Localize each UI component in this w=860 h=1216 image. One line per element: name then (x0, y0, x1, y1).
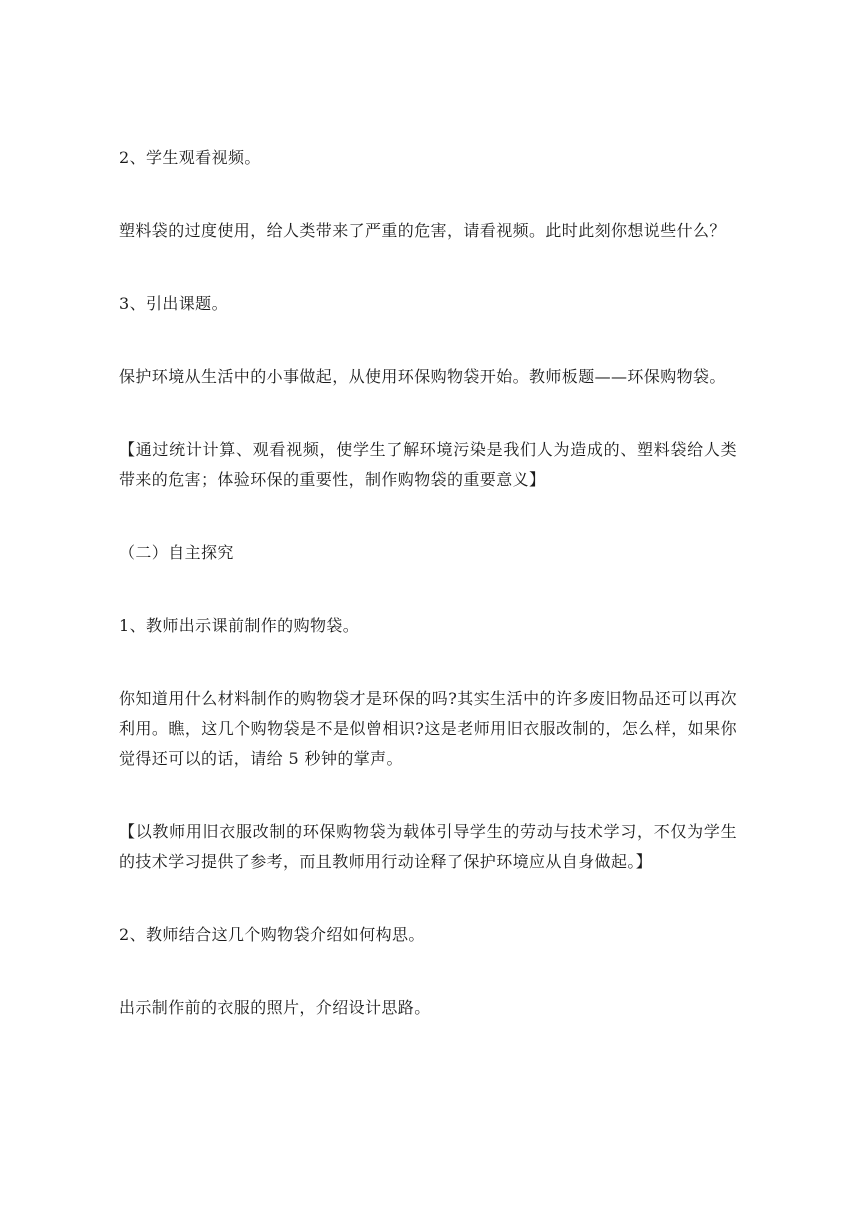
paragraph-plastic-bag-harm: 塑料袋的过度使用，给人类带来了严重的危害，请看视频。此时此刻你想说些什么？ (119, 221, 726, 240)
document-body (119, 143, 737, 1023)
paragraph-show-photos: 出示制作前的衣服的照片，介绍设计思路。 (119, 998, 431, 1017)
step-heading-design-idea: 2、教师结合这几个购物袋介绍如何构思。 (119, 925, 425, 944)
step-heading-watch-video: 2、学生观看视频。 (119, 148, 261, 167)
step-heading-introduce-topic: 3、引出课题。 (119, 294, 228, 313)
note-purpose-statistics: 【通过统计计算、观看视频，使学生了解环境污染是我们人为造成的、塑料袋给人类带来的危害；体验环保的重要性，制作购物袋的重要意义】 (119, 440, 737, 489)
section-heading-self-exploration: （二）自主探究 (119, 543, 234, 562)
step-heading-show-bags: 1、教师出示课前制作的购物袋。 (119, 616, 360, 635)
note-purpose-teacher-example: 【以教师用旧衣服改制的环保购物袋为载体引导学生的劳动与技术学习，不仅为学生的技术学习提供了参考，而且教师用行动诠释了保护环境应从自身做起。】 (119, 822, 737, 871)
paragraph-materials-question: 你知道用什么材料制作的购物袋才是环保的吗?其实生活中的许多废旧物品还可以再次利用。瞧，这几个购物袋是不是似曾相识?这是老师用旧衣服改制的，怎么样，如果你觉得还可以的话，请给 5 秒钟的掌声。 (119, 689, 737, 768)
paragraph-protect-environment: 保护环境从生活中的小事做起，从使用环保购物袋开始。教师板题——环保购物袋。 (119, 367, 726, 386)
